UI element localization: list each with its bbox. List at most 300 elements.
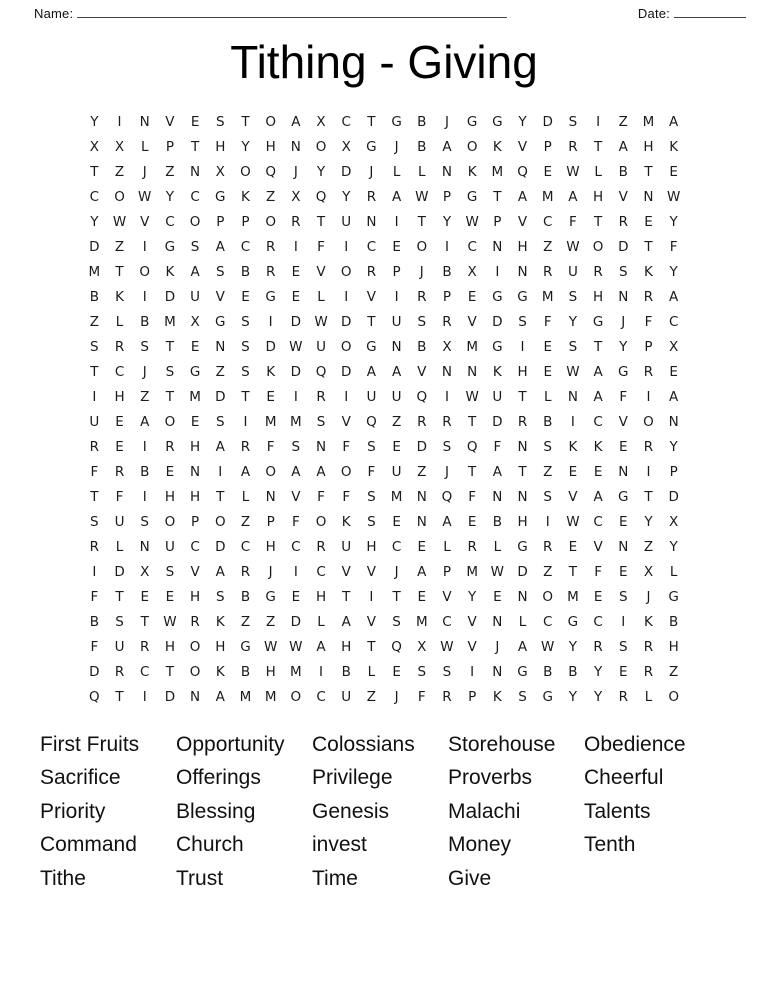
grid-cell[interactable]: Z	[618, 113, 628, 130]
grid-cell[interactable]: S	[518, 313, 527, 330]
grid-cell[interactable]: X	[417, 638, 427, 655]
grid-cell[interactable]: V	[467, 613, 477, 630]
grid-cell[interactable]: S	[241, 338, 250, 355]
grid-cell[interactable]: B	[341, 663, 351, 680]
grid-cell[interactable]: A	[291, 463, 301, 480]
grid-cell[interactable]: V	[190, 563, 200, 580]
grid-cell[interactable]: S	[190, 238, 200, 255]
grid-cell[interactable]: G	[492, 113, 503, 130]
grid-cell[interactable]: U	[316, 338, 326, 355]
grid-cell[interactable]: Z	[165, 163, 175, 180]
grid-cell[interactable]: A	[669, 388, 679, 405]
grid-cell[interactable]: R	[643, 663, 654, 680]
grid-cell[interactable]: B	[240, 663, 251, 680]
grid-cell[interactable]: M	[466, 338, 478, 355]
grid-cell[interactable]: L	[317, 613, 325, 630]
grid-cell[interactable]: B	[240, 263, 251, 280]
grid-cell[interactable]: J	[293, 163, 298, 180]
grid-cell[interactable]: T	[165, 388, 175, 405]
grid-cell[interactable]: Z	[266, 188, 276, 205]
grid-cell[interactable]: Z	[114, 238, 125, 255]
grid-cell[interactable]: A	[215, 563, 225, 580]
grid-cell[interactable]: K	[266, 363, 276, 380]
grid-cell[interactable]: R	[442, 413, 452, 430]
grid-cell[interactable]: T	[644, 238, 653, 255]
grid-cell[interactable]: V	[517, 138, 528, 155]
grid-cell[interactable]: A	[391, 188, 402, 205]
grid-cell[interactable]: N	[290, 138, 301, 155]
grid-cell[interactable]: M	[239, 688, 252, 705]
grid-cell[interactable]: Y	[669, 438, 678, 455]
grid-cell[interactable]: B	[140, 313, 150, 330]
word-list-item[interactable]: Opportunity	[176, 732, 285, 756]
grid-cell[interactable]: I	[470, 663, 475, 680]
grid-cell[interactable]: S	[417, 663, 427, 680]
grid-cell[interactable]: I	[444, 388, 449, 405]
grid-cell[interactable]: T	[115, 688, 124, 705]
grid-cell[interactable]: E	[266, 388, 275, 405]
grid-cell[interactable]: J	[394, 563, 399, 580]
grid-cell[interactable]: X	[669, 338, 679, 355]
grid-cell[interactable]: S	[115, 613, 124, 630]
grid-cell[interactable]: X	[89, 138, 99, 155]
grid-cell[interactable]: R	[240, 563, 251, 580]
grid-cell[interactable]: U	[391, 463, 402, 480]
grid-cell[interactable]: N	[618, 463, 629, 480]
grid-cell[interactable]: D	[618, 238, 629, 255]
grid-cell[interactable]: W	[566, 513, 580, 530]
grid-cell[interactable]: Z	[114, 163, 125, 180]
grid-cell[interactable]: I	[394, 213, 399, 230]
grid-cell[interactable]: T	[644, 163, 653, 180]
grid-cell[interactable]: W	[566, 363, 580, 380]
word-list-item[interactable]: Storehouse	[448, 732, 556, 756]
word-list-item[interactable]: Obedience	[584, 732, 686, 756]
grid-cell[interactable]: U	[89, 413, 100, 430]
grid-cell[interactable]: K	[568, 438, 578, 455]
word-list-item[interactable]: Offerings	[176, 766, 261, 790]
grid-cell[interactable]: Z	[417, 463, 427, 480]
grid-cell[interactable]: Y	[241, 138, 250, 155]
grid-cell[interactable]: U	[391, 388, 402, 405]
grid-cell[interactable]: T	[140, 613, 149, 630]
grid-cell[interactable]: B	[89, 288, 99, 305]
grid-cell[interactable]: S	[618, 638, 628, 655]
grid-cell[interactable]: P	[392, 263, 401, 280]
grid-cell[interactable]: P	[165, 138, 174, 155]
grid-cell[interactable]: V	[215, 288, 225, 305]
grid-cell[interactable]: M	[466, 563, 478, 580]
grid-cell[interactable]: W	[289, 338, 303, 355]
grid-cell[interactable]: N	[190, 463, 201, 480]
grid-cell[interactable]: G	[164, 238, 176, 255]
grid-cell[interactable]: Y	[165, 188, 175, 205]
grid-cell[interactable]: C	[165, 213, 175, 230]
grid-cell[interactable]: I	[92, 563, 97, 580]
grid-cell[interactable]: I	[142, 238, 147, 255]
grid-cell[interactable]: S	[367, 488, 376, 505]
grid-cell[interactable]: W	[440, 638, 454, 655]
grid-cell[interactable]: P	[241, 213, 250, 230]
grid-cell[interactable]: S	[165, 563, 175, 580]
grid-cell[interactable]: D	[542, 113, 553, 130]
grid-cell[interactable]: N	[265, 488, 276, 505]
grid-cell[interactable]: E	[417, 588, 427, 605]
grid-cell[interactable]: G	[668, 588, 679, 605]
grid-cell[interactable]: K	[241, 188, 250, 205]
grid-cell[interactable]: J	[142, 163, 147, 180]
grid-cell[interactable]: B	[543, 663, 553, 680]
grid-cell[interactable]: Q	[391, 638, 402, 655]
grid-cell[interactable]: O	[265, 113, 276, 130]
grid-cell[interactable]: E	[190, 113, 200, 130]
grid-cell[interactable]: I	[570, 413, 575, 430]
grid-cell[interactable]: D	[341, 163, 352, 180]
grid-cell[interactable]: T	[518, 388, 527, 405]
grid-cell[interactable]: K	[115, 288, 124, 305]
grid-cell[interactable]: H	[114, 388, 125, 405]
grid-cell[interactable]: G	[517, 288, 528, 305]
grid-cell[interactable]: S	[215, 588, 225, 605]
grid-cell[interactable]: V	[417, 363, 427, 380]
grid-cell[interactable]: C	[543, 613, 553, 630]
grid-cell[interactable]: A	[492, 463, 502, 480]
grid-cell[interactable]: I	[344, 288, 349, 305]
grid-cell[interactable]: N	[618, 538, 629, 555]
grid-cell[interactable]: C	[442, 613, 452, 630]
grid-cell[interactable]: O	[668, 688, 679, 705]
grid-cell[interactable]: A	[593, 363, 603, 380]
grid-cell[interactable]: R	[593, 638, 603, 655]
grid-cell[interactable]: Q	[517, 163, 528, 180]
grid-cell[interactable]: H	[643, 138, 654, 155]
grid-cell[interactable]: V	[366, 288, 377, 305]
grid-cell[interactable]: E	[467, 513, 477, 530]
grid-cell[interactable]: Y	[669, 263, 678, 280]
grid-cell[interactable]: V	[366, 613, 377, 630]
grid-cell[interactable]: D	[215, 538, 226, 555]
grid-cell[interactable]: S	[215, 263, 225, 280]
grid-cell[interactable]: I	[117, 113, 122, 130]
grid-cell[interactable]: W	[163, 613, 177, 630]
grid-cell[interactable]: D	[215, 388, 226, 405]
grid-cell[interactable]: C	[240, 538, 251, 555]
grid-cell[interactable]: W	[541, 638, 555, 655]
grid-cell[interactable]: J	[495, 638, 500, 655]
grid-cell[interactable]: V	[618, 188, 628, 205]
grid-cell[interactable]: R	[291, 213, 301, 230]
grid-cell[interactable]: Q	[315, 363, 327, 380]
grid-cell[interactable]: Y	[669, 538, 678, 555]
grid-cell[interactable]: L	[669, 563, 678, 580]
word-list-item[interactable]: Colossians	[312, 732, 415, 756]
word-list-item[interactable]: Sacrifice	[40, 766, 121, 790]
grid-cell[interactable]: X	[442, 338, 452, 355]
grid-cell[interactable]: J	[394, 688, 399, 705]
grid-cell[interactable]: B	[240, 588, 251, 605]
grid-cell[interactable]: J	[444, 463, 449, 480]
grid-cell[interactable]: N	[668, 413, 679, 430]
word-list-item[interactable]: Talents	[584, 799, 651, 823]
grid-cell[interactable]: F	[417, 688, 426, 705]
word-list-item[interactable]: Privilege	[312, 766, 393, 790]
grid-cell[interactable]: V	[568, 488, 578, 505]
grid-cell[interactable]: I	[646, 463, 651, 480]
grid-cell[interactable]: W	[666, 188, 681, 205]
grid-cell[interactable]: R	[442, 688, 452, 705]
grid-cell[interactable]: R	[517, 413, 528, 430]
grid-cell[interactable]: A	[215, 688, 225, 705]
grid-cell[interactable]: F	[291, 513, 300, 530]
grid-cell[interactable]: E	[593, 588, 603, 605]
grid-cell[interactable]: R	[89, 438, 100, 455]
grid-cell[interactable]: O	[240, 163, 251, 180]
grid-cell[interactable]: H	[265, 138, 276, 155]
grid-cell[interactable]: S	[568, 338, 578, 355]
grid-cell[interactable]: T	[644, 488, 653, 505]
grid-cell[interactable]: B	[417, 113, 427, 130]
grid-cell[interactable]: N	[391, 338, 402, 355]
grid-cell[interactable]: E	[417, 538, 427, 555]
grid-cell[interactable]: U	[114, 638, 125, 655]
grid-cell[interactable]: S	[568, 113, 578, 130]
grid-cell[interactable]: Q	[89, 688, 100, 705]
grid-cell[interactable]: M	[567, 588, 579, 605]
grid-cell[interactable]: G	[265, 588, 276, 605]
grid-cell[interactable]: X	[140, 563, 150, 580]
grid-cell[interactable]: A	[442, 513, 452, 530]
grid-cell[interactable]: I	[394, 288, 399, 305]
grid-cell[interactable]: G	[366, 338, 377, 355]
grid-cell[interactable]: I	[92, 388, 97, 405]
grid-cell[interactable]: R	[316, 538, 326, 555]
grid-cell[interactable]: C	[190, 188, 200, 205]
grid-cell[interactable]: H	[265, 663, 276, 680]
grid-cell[interactable]: N	[190, 163, 201, 180]
grid-cell[interactable]: K	[165, 263, 175, 280]
word-list-item[interactable]: Priority	[40, 799, 106, 823]
grid-cell[interactable]: A	[517, 638, 528, 655]
grid-cell[interactable]: A	[391, 363, 402, 380]
grid-cell[interactable]: L	[443, 538, 451, 555]
grid-cell[interactable]: U	[164, 538, 175, 555]
grid-cell[interactable]: I	[545, 513, 550, 530]
grid-cell[interactable]: T	[115, 588, 124, 605]
grid-cell[interactable]: I	[520, 338, 525, 355]
grid-cell[interactable]: Y	[644, 513, 653, 530]
grid-cell[interactable]: N	[517, 263, 528, 280]
grid-cell[interactable]: J	[646, 588, 651, 605]
grid-cell[interactable]: Y	[518, 113, 527, 130]
grid-cell[interactable]: A	[366, 363, 377, 380]
grid-cell[interactable]: A	[190, 263, 200, 280]
grid-cell[interactable]: G	[592, 313, 604, 330]
grid-cell[interactable]: R	[140, 638, 150, 655]
grid-cell[interactable]: I	[218, 463, 223, 480]
grid-cell[interactable]: G	[391, 113, 402, 130]
grid-cell[interactable]: B	[417, 338, 427, 355]
grid-cell[interactable]: R	[366, 263, 377, 280]
grid-cell[interactable]: Y	[568, 313, 578, 330]
grid-cell[interactable]: A	[215, 238, 225, 255]
grid-cell[interactable]: G	[492, 338, 503, 355]
grid-cell[interactable]: R	[165, 438, 175, 455]
grid-cell[interactable]: M	[290, 413, 302, 430]
grid-cell[interactable]: A	[669, 288, 679, 305]
grid-cell[interactable]: V	[442, 588, 452, 605]
grid-cell[interactable]: B	[568, 663, 578, 680]
grid-cell[interactable]: S	[417, 313, 427, 330]
grid-cell[interactable]: H	[164, 638, 175, 655]
grid-cell[interactable]: T	[593, 138, 603, 155]
grid-cell[interactable]: E	[241, 288, 250, 305]
grid-cell[interactable]: C	[89, 188, 100, 205]
grid-cell[interactable]: R	[114, 663, 125, 680]
grid-cell[interactable]: Z	[366, 688, 377, 705]
grid-cell[interactable]: N	[618, 288, 629, 305]
grid-cell[interactable]: P	[442, 188, 452, 205]
grid-cell[interactable]: L	[493, 538, 502, 555]
grid-cell[interactable]: W	[415, 188, 429, 205]
word-list-item[interactable]: First Fruits	[40, 732, 140, 756]
grid-cell[interactable]: B	[543, 413, 553, 430]
grid-cell[interactable]: T	[518, 463, 527, 480]
grid-cell[interactable]: D	[668, 488, 679, 505]
grid-cell[interactable]: C	[593, 513, 603, 530]
grid-cell[interactable]: A	[140, 413, 150, 430]
grid-cell[interactable]: Z	[240, 613, 251, 630]
word-list-item[interactable]: invest	[312, 833, 367, 857]
grid-cell[interactable]: E	[593, 463, 603, 480]
grid-cell[interactable]: R	[618, 688, 628, 705]
date-input-line[interactable]	[674, 6, 746, 18]
grid-cell[interactable]: E	[165, 463, 175, 480]
grid-cell[interactable]: I	[293, 238, 298, 255]
grid-cell[interactable]: I	[293, 563, 298, 580]
grid-cell[interactable]: N	[441, 363, 453, 380]
grid-cell[interactable]: I	[243, 413, 248, 430]
word-list-item[interactable]: Proverbs	[448, 766, 533, 790]
grid-cell[interactable]: E	[115, 438, 124, 455]
grid-cell[interactable]: A	[215, 438, 225, 455]
grid-cell[interactable]: L	[367, 663, 376, 680]
grid-cell[interactable]: E	[669, 163, 678, 180]
word-list-item[interactable]: Malachi	[448, 799, 521, 823]
grid-cell[interactable]: M	[189, 388, 201, 405]
grid-cell[interactable]: L	[518, 613, 527, 630]
grid-cell[interactable]: E	[619, 563, 628, 580]
grid-cell[interactable]: U	[391, 313, 402, 330]
grid-cell[interactable]: N	[517, 588, 528, 605]
grid-cell[interactable]: F	[266, 438, 275, 455]
grid-cell[interactable]: D	[164, 288, 176, 305]
grid-cell[interactable]: P	[442, 563, 452, 580]
grid-cell[interactable]: Y	[593, 663, 603, 680]
grid-cell[interactable]: T	[593, 213, 603, 230]
grid-cell[interactable]: X	[190, 313, 200, 330]
grid-cell[interactable]: Z	[643, 538, 654, 555]
grid-cell[interactable]: I	[142, 688, 147, 705]
grid-cell[interactable]: P	[468, 688, 477, 705]
grid-cell[interactable]: Y	[316, 163, 326, 180]
grid-cell[interactable]: T	[241, 113, 250, 130]
grid-cell[interactable]: N	[416, 513, 427, 530]
grid-cell[interactable]: O	[340, 338, 352, 355]
grid-cell[interactable]: L	[418, 163, 426, 180]
word-list-item[interactable]: Trust	[176, 866, 224, 890]
grid-cell[interactable]: R	[316, 388, 326, 405]
grid-cell[interactable]: O	[265, 213, 276, 230]
grid-cell[interactable]: K	[593, 438, 603, 455]
grid-cell[interactable]: O	[139, 263, 151, 280]
grid-cell[interactable]: N	[492, 488, 503, 505]
grid-cell[interactable]: G	[517, 663, 528, 680]
grid-cell[interactable]: K	[644, 613, 653, 630]
grid-cell[interactable]: R	[114, 463, 125, 480]
grid-cell[interactable]: U	[492, 388, 503, 405]
grid-cell[interactable]: B	[442, 263, 452, 280]
grid-cell[interactable]: W	[490, 563, 505, 580]
grid-cell[interactable]: A	[417, 563, 427, 580]
grid-cell[interactable]: H	[215, 638, 226, 655]
grid-cell[interactable]: Y	[442, 213, 452, 230]
grid-cell[interactable]: E	[543, 338, 552, 355]
grid-cell[interactable]: W	[566, 238, 580, 255]
grid-cell[interactable]: M	[541, 288, 554, 305]
grid-cell[interactable]: G	[542, 688, 553, 705]
grid-cell[interactable]: R	[643, 638, 654, 655]
name-input-line[interactable]	[77, 6, 507, 18]
grid-cell[interactable]: F	[569, 213, 577, 230]
grid-cell[interactable]: V	[467, 313, 477, 330]
grid-cell[interactable]: E	[392, 513, 401, 530]
grid-cell[interactable]: D	[164, 688, 176, 705]
grid-cell[interactable]: Q	[265, 163, 276, 180]
grid-cell[interactable]: D	[89, 238, 100, 255]
grid-cell[interactable]: D	[341, 313, 352, 330]
grid-cell[interactable]: L	[140, 138, 149, 155]
grid-cell[interactable]: O	[315, 138, 327, 155]
grid-cell[interactable]: T	[241, 388, 250, 405]
grid-cell[interactable]: W	[465, 213, 479, 230]
grid-cell[interactable]: F	[468, 488, 477, 505]
word-list-item[interactable]: Time	[312, 866, 358, 890]
grid-cell[interactable]: F	[619, 388, 628, 405]
grid-cell[interactable]: U	[341, 538, 352, 555]
grid-cell[interactable]: E	[619, 513, 628, 530]
grid-cell[interactable]: I	[142, 288, 147, 305]
grid-cell[interactable]: N	[492, 238, 503, 255]
grid-cell[interactable]: J	[369, 163, 374, 180]
grid-cell[interactable]: N	[366, 213, 377, 230]
grid-cell[interactable]: Z	[89, 313, 99, 330]
grid-cell[interactable]: U	[567, 263, 578, 280]
grid-cell[interactable]: D	[416, 438, 427, 455]
grid-cell[interactable]: P	[442, 288, 452, 305]
grid-cell[interactable]: K	[467, 163, 477, 180]
grid-cell[interactable]: R	[643, 288, 654, 305]
grid-cell[interactable]: E	[669, 363, 678, 380]
grid-cell[interactable]: S	[291, 438, 301, 455]
grid-cell[interactable]: C	[140, 663, 150, 680]
grid-cell[interactable]: O	[214, 513, 226, 530]
grid-cell[interactable]: R	[265, 238, 276, 255]
grid-cell[interactable]: S	[215, 113, 225, 130]
grid-cell[interactable]: N	[643, 188, 654, 205]
word-list-item[interactable]: Give	[448, 866, 492, 890]
grid-cell[interactable]: T	[568, 563, 578, 580]
grid-cell[interactable]: A	[669, 113, 679, 130]
